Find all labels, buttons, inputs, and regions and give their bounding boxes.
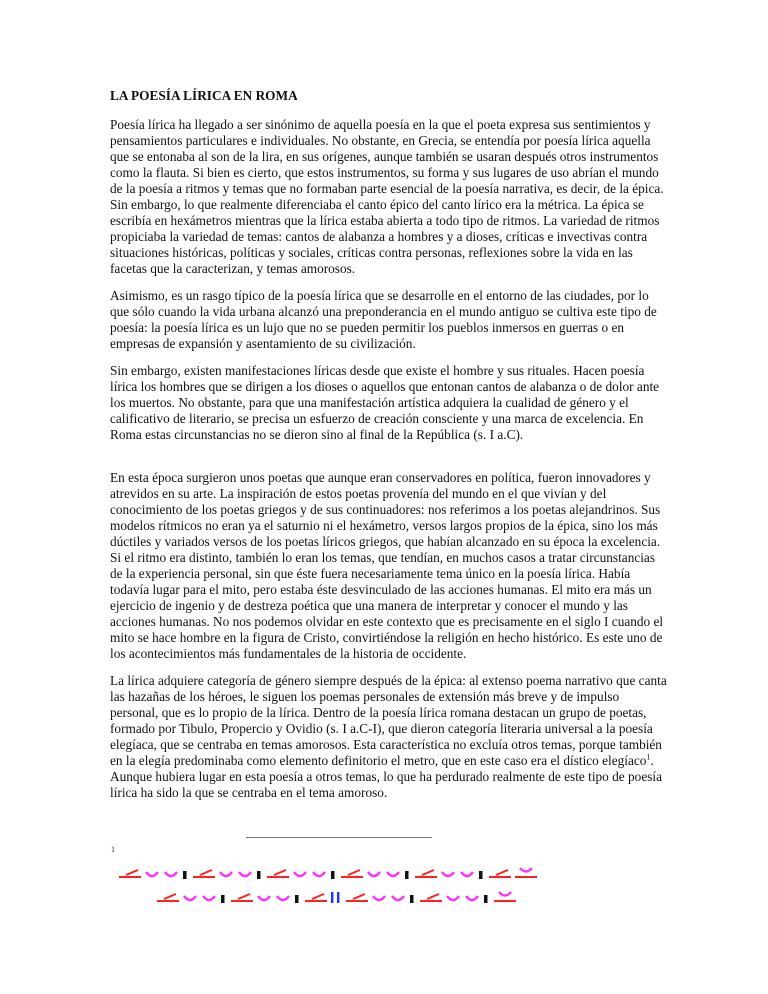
short-syllable-icon <box>459 862 475 887</box>
long-syllable-icon <box>304 886 328 911</box>
paragraph-5-text-a: La lírica adquiere categoría de género siempre después de la épica: al extenso poema narrativo que canta las hazañas de los héroes, le siguen los poemas personales de extensión más breve y de impulso personal, que es lo propio de la lírica. Dentro de la poesía lírica romana destacan un grupo de poetas, formado por Tibulo, Propercio y Ovidio (s. I a.C-I), que dieron categoría literaria universal a la poesía elegíaca, que se centraba en temas amorosos. Esta característica no excluía otros temas, porque también en la elegía predominaba como elemento definitorio el metro, que en este caso era el dístico elegíaco <box>110 673 667 768</box>
long-syllable-icon <box>340 862 364 887</box>
pentameter-scansion <box>0 886 768 908</box>
footnote-separator <box>246 837 432 838</box>
long-syllable-icon <box>488 862 512 887</box>
short-syllable-icon <box>440 862 456 887</box>
paragraph-2: Asimismo, es un rasgo típico de la poesía lírica que se desarrolle en el entorno de las ciudades, por lo que sólo cuando la vida urbana alcanzó una preponderancia en el mundo antiguo se cultiva este tipo de poesía: la poesía lírica es un lujo que no se pueden permitir los pueblos inmersos en guerras o en empresas de expansión y asentamiento de su civilización. <box>110 288 657 351</box>
footnote-marker: 1 <box>111 845 115 854</box>
anceps-syllable-icon <box>493 886 517 911</box>
long-syllable-icon <box>118 862 142 887</box>
bar-syllable-icon <box>294 886 300 911</box>
short-syllable-icon <box>201 886 217 911</box>
short-syllable-icon <box>464 886 480 911</box>
short-syllable-icon <box>256 886 272 911</box>
short-syllable-icon <box>445 886 461 911</box>
bar-syllable-icon <box>478 862 484 887</box>
bar-syllable-icon <box>182 862 188 887</box>
paragraph-4: En esta época surgieron unos poetas que aunque eran conservadores en política, fueron innovadores y atrevidos en su arte. La inspiración de estos poetas provenía del mundo en el que vivían y del conocimiento de los poetas griegos y de sus continuadores: nos referimos a los poetas alejandrinos. Sus modelos rítmicos no eran ya el saturnio ni el hexámetro, versos largos propios de la épica, sino los más dúctiles y variados versos de los poetas líricos griegos, que habían alcanzado en su época la excelencia. Si el ritmo era distinto, también lo eran los temas, que tendían, en muchos casos a tratar circunstancias de la experiencia personal, sin que éste fuera necesariamente tema único en la poesía lírica. Había todavía lugar para el mito, pero estaba éste desvinculado de las acciones humanas. El mito era más un ejercicio de ingenio y de destreza poética que una manera de interpretar y conocer el mundo y las acciones humanas. No nos podemos olvidar en este contexto que es precisamente en el siglo I cuando el mito se hace hombre en la figura de Cristo, convirtiéndose la religión en hecho histórico. Es este uno de los acontecimientos más fundamentales de la historia de occidente. <box>110 470 664 661</box>
short-syllable-icon <box>390 886 406 911</box>
paragraph-5 <box>110 673 670 801</box>
long-syllable-icon <box>266 862 290 887</box>
document-page <box>110 88 670 812</box>
footnote-reference[interactable]: 1 <box>646 752 651 762</box>
hexameter-scansion <box>0 862 768 884</box>
short-syllable-icon <box>275 886 291 911</box>
short-syllable-icon <box>292 862 308 887</box>
long-syllable-icon <box>414 862 438 887</box>
bar-syllable-icon <box>409 886 415 911</box>
caesura-syllable-icon <box>330 886 342 911</box>
paragraph-3: Sin embargo, existen manifestaciones líricas desde que existe el hombre y sus rituales. Hacen poesía lírica los hombres que se dirigen a los dioses o aquellos que entonan cantos de alabanza o de dolor ante los muertos. No obstante, para que una manifestación artística adquiera la cualidad de género y el calificativo de literario, se precisa un esfuerzo de creación consciente y una marca de excelencia. En Roma estas circunstancias no se dieron sino al final de la República (s. I a.C). <box>110 363 660 442</box>
short-syllable-icon <box>182 886 198 911</box>
bar-syllable-icon <box>404 862 410 887</box>
long-syllable-icon <box>192 862 216 887</box>
bar-syllable-icon <box>483 886 489 911</box>
long-syllable-icon <box>419 886 443 911</box>
document-title: LA POESÍA LÍRICA EN ROMA <box>110 88 298 103</box>
short-syllable-icon <box>385 862 401 887</box>
short-syllable-icon <box>366 862 382 887</box>
bar-syllable-icon <box>220 886 226 911</box>
long-syllable-icon <box>156 886 180 911</box>
bar-syllable-icon <box>330 862 336 887</box>
short-syllable-icon <box>237 862 253 887</box>
short-syllable-icon <box>311 862 327 887</box>
short-syllable-icon <box>163 862 179 887</box>
anceps-syllable-icon <box>514 862 538 887</box>
paragraph-5-text-b: . Aunque hubiera lugar en esta poesía a otros temas, lo que ha perdurado realmente de este tipo de poesía lírica ha sido la que se centraba en el tema amoroso. <box>110 753 662 800</box>
short-syllable-icon <box>144 862 160 887</box>
bar-syllable-icon <box>256 862 262 887</box>
short-syllable-icon <box>371 886 387 911</box>
short-syllable-icon <box>218 862 234 887</box>
long-syllable-icon <box>345 886 369 911</box>
paragraph-1: Poesía lírica ha llegado a ser sinónimo de aquella poesía en la que el poeta expresa sus sentimientos y pensamientos particulares e individuales. No obstante, en Grecia, se entendía por poesía lírica aquella que se entonaba al son de la lira, en sus orígenes, aunque también se usaran después otros instrumentos como la flauta. Si bien es cierto, que estos instrumentos, su forma y sus lugares de uso abrían el mundo de la poesía a ritmos y temas que no formaban parte esencial de la poesía narrativa, es decir, de la épica. Sin embargo, lo que realmente diferenciaba el canto épico del canto lírico era la métrica. La épica se escribía en hexámetros mientras que la lírica estaba abierta a todo tipo de ritmos. La variedad de ritmos propiciaba la variedad de temas: cantos de alabanza a hombres y a dioses, críticas e invectivas contra situaciones históricas, políticas y sociales, críticas contra personas, reflexiones sobre la vida en las facetas que la caracterizan, y temas amorosos. <box>110 117 664 276</box>
long-syllable-icon <box>230 886 254 911</box>
